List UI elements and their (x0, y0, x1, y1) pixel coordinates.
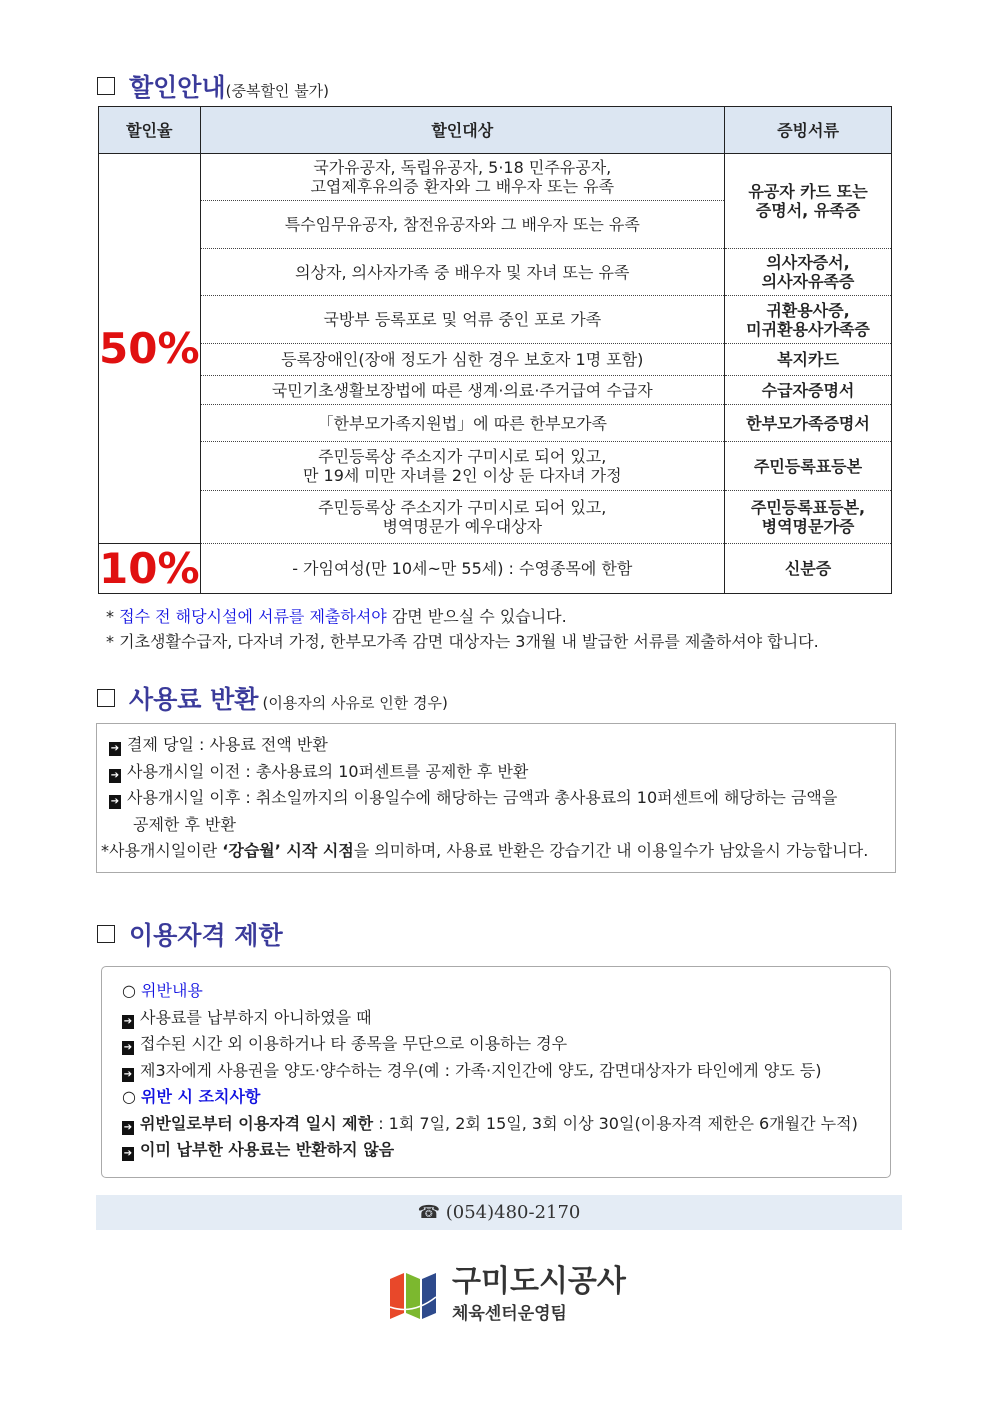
action-item: ➔ 위반일로부터 이용자격 일시 제한 : 1회 7일, 2회 15일, 3회 이상 30일(이용자격 제한은 6개월간 누적) (123, 1113, 858, 1133)
target-cell: 주민등록상 주소지가 구미시로 되어 있고, 병역명문가 예우대상자 (200, 491, 724, 544)
header-rate: 할인율 (99, 107, 201, 154)
violation-heading: ○ 위반내용 (122, 981, 203, 1000)
discount-table (98, 106, 892, 594)
refund-item: ➔ 사용개시일 이후 : 취소일까지의 이용일수에 해당하는 금액과 총사용료의 10퍼센트에 해당하는 금액을 (110, 788, 838, 807)
section-subheading: (중복할인 불가) (225, 82, 330, 100)
doc-cell: 복지카드 (725, 344, 892, 376)
refund-item: ➔ 사용개시일 이전 : 총사용료의 10퍼센트를 공제한 후 반환 (110, 761, 529, 781)
section-heading: 할인안내 (129, 73, 226, 102)
action-item: ➔ 이미 납부한 사용료는 반환하지 않음 (123, 1140, 395, 1159)
target-cell: 등록장애인(장애 정도가 심한 경우 보호자 1명 포함) (200, 344, 724, 376)
logo-mark-icon (388, 1269, 440, 1321)
target-cell: 「한부모가족지원법」에 따른 한부모가족 (200, 405, 724, 442)
section-heading: 이용자격 제한 (129, 921, 283, 950)
arrow-bullet-icon: ➔ (123, 1148, 133, 1159)
doc-cell: 수급자증명서 (725, 376, 892, 405)
target-cell: 국방부 등록포로 및 억류 중인 포로 가족 (200, 296, 724, 344)
refund-note: *사용개시일이란 ‘강습월’ 시작 시점을 의미하며, 사용료 반환은 강습기간 내 이용일수가 남았을시 가능합니다. (101, 841, 869, 860)
header-target: 할인대상 (200, 107, 724, 154)
doc-cell: 한부모가족증명서 (725, 405, 892, 442)
logo-team: 체육센터운영팀 (452, 1304, 567, 1324)
violation-item: ➔ 접수된 시간 외 이용하거나 타 종목을 무단으로 이용하는 경우 (123, 1034, 568, 1053)
checkbox-icon (97, 925, 115, 943)
refund-section-title (97, 680, 448, 716)
arrow-bullet-icon: ➔ (123, 1015, 133, 1027)
checkbox-icon (97, 77, 115, 95)
doc-cell: 유공자 카드 또는 증명서, 유족증 (725, 154, 892, 249)
discount-note-1: * 접수 전 해당시설에 서류를 제출하셔야 감면 받으실 수 있습니다. (106, 607, 567, 626)
doc-cell: 의사자증서, 의사자유족증 (725, 249, 892, 296)
phone-number: ☎ (054)480-2170 (96, 1195, 902, 1230)
logo (388, 1265, 626, 1324)
arrow-bullet-icon: ➔ (110, 743, 120, 754)
rate-50: 50% (99, 154, 201, 544)
section-heading: 사용료 반환 (129, 685, 259, 714)
doc-cell: 귀환용사증, 미귀환용사가족증 (725, 296, 892, 344)
violation-item: ➔ 제3자에게 사용권을 양도·양수하는 경우(예 : 가족·지인간에 양도, 감면대상자가 타인에게 양도 등) (123, 1060, 822, 1080)
target-cell: 국민기초생활보장법에 따른 생계·의료·주거급여 수급자 (200, 376, 724, 405)
refund-item: ➔ 결제 당일 : 사용료 전액 반환 (110, 735, 328, 754)
arrow-bullet-icon: ➔ (123, 1042, 133, 1053)
arrow-bullet-icon: ➔ (123, 1068, 133, 1080)
target-cell: 주민등록상 주소지가 구미시로 되어 있고, 만 19세 미만 자녀를 2인 이상 둔 다자녀 가정 (200, 442, 724, 491)
target-cell: 국가유공자, 독립유공자, 5·18 민주유공자, 고엽제후유의증 환자와 그 배우자 또는 유족 (200, 154, 724, 201)
target-cell: 의상자, 의사자가족 중 배우자 및 자녀 또는 유족 (200, 249, 724, 296)
refund-item-cont: 공제한 후 반환 (133, 814, 236, 834)
rate-10: 10% (99, 544, 200, 593)
violation-item: ➔ 사용료를 납부하지 아니하였을 때 (123, 1007, 372, 1027)
section-subheading: (이용자의 사유로 인한 경우) (262, 694, 448, 712)
refund-box (96, 723, 896, 873)
discount-note-2: * 기초생활수급자, 다자녀 가정, 한부모가족 감면 대상자는 3개월 내 발급한 서류를 제출하셔야 합니다. (106, 632, 819, 651)
checkbox-icon (97, 689, 115, 707)
restrict-box (101, 966, 891, 1178)
logo-name: 구미도시공사 (452, 1264, 626, 1299)
arrow-bullet-icon: ➔ (110, 796, 120, 807)
action-heading: ○ 위반 시 조치사항 (122, 1087, 261, 1106)
doc-cell: 주민등록표등본, 병역명문가증 (725, 491, 892, 544)
doc-cell: 주민등록표등본 (725, 442, 892, 491)
discount-section-title (97, 68, 329, 104)
header-docs: 증빙서류 (725, 107, 892, 154)
arrow-bullet-icon: ➔ (110, 769, 120, 781)
target-cell: 특수임무유공자, 참전유공자와 그 배우자 또는 유족 (200, 201, 724, 249)
restrict-section-title (97, 916, 283, 952)
doc-cell: 신분증 (725, 544, 892, 594)
arrow-bullet-icon: ➔ (123, 1121, 133, 1133)
target-cell: - 가임여성(만 10세~만 55세) : 수영종목에 한함 (200, 544, 724, 594)
